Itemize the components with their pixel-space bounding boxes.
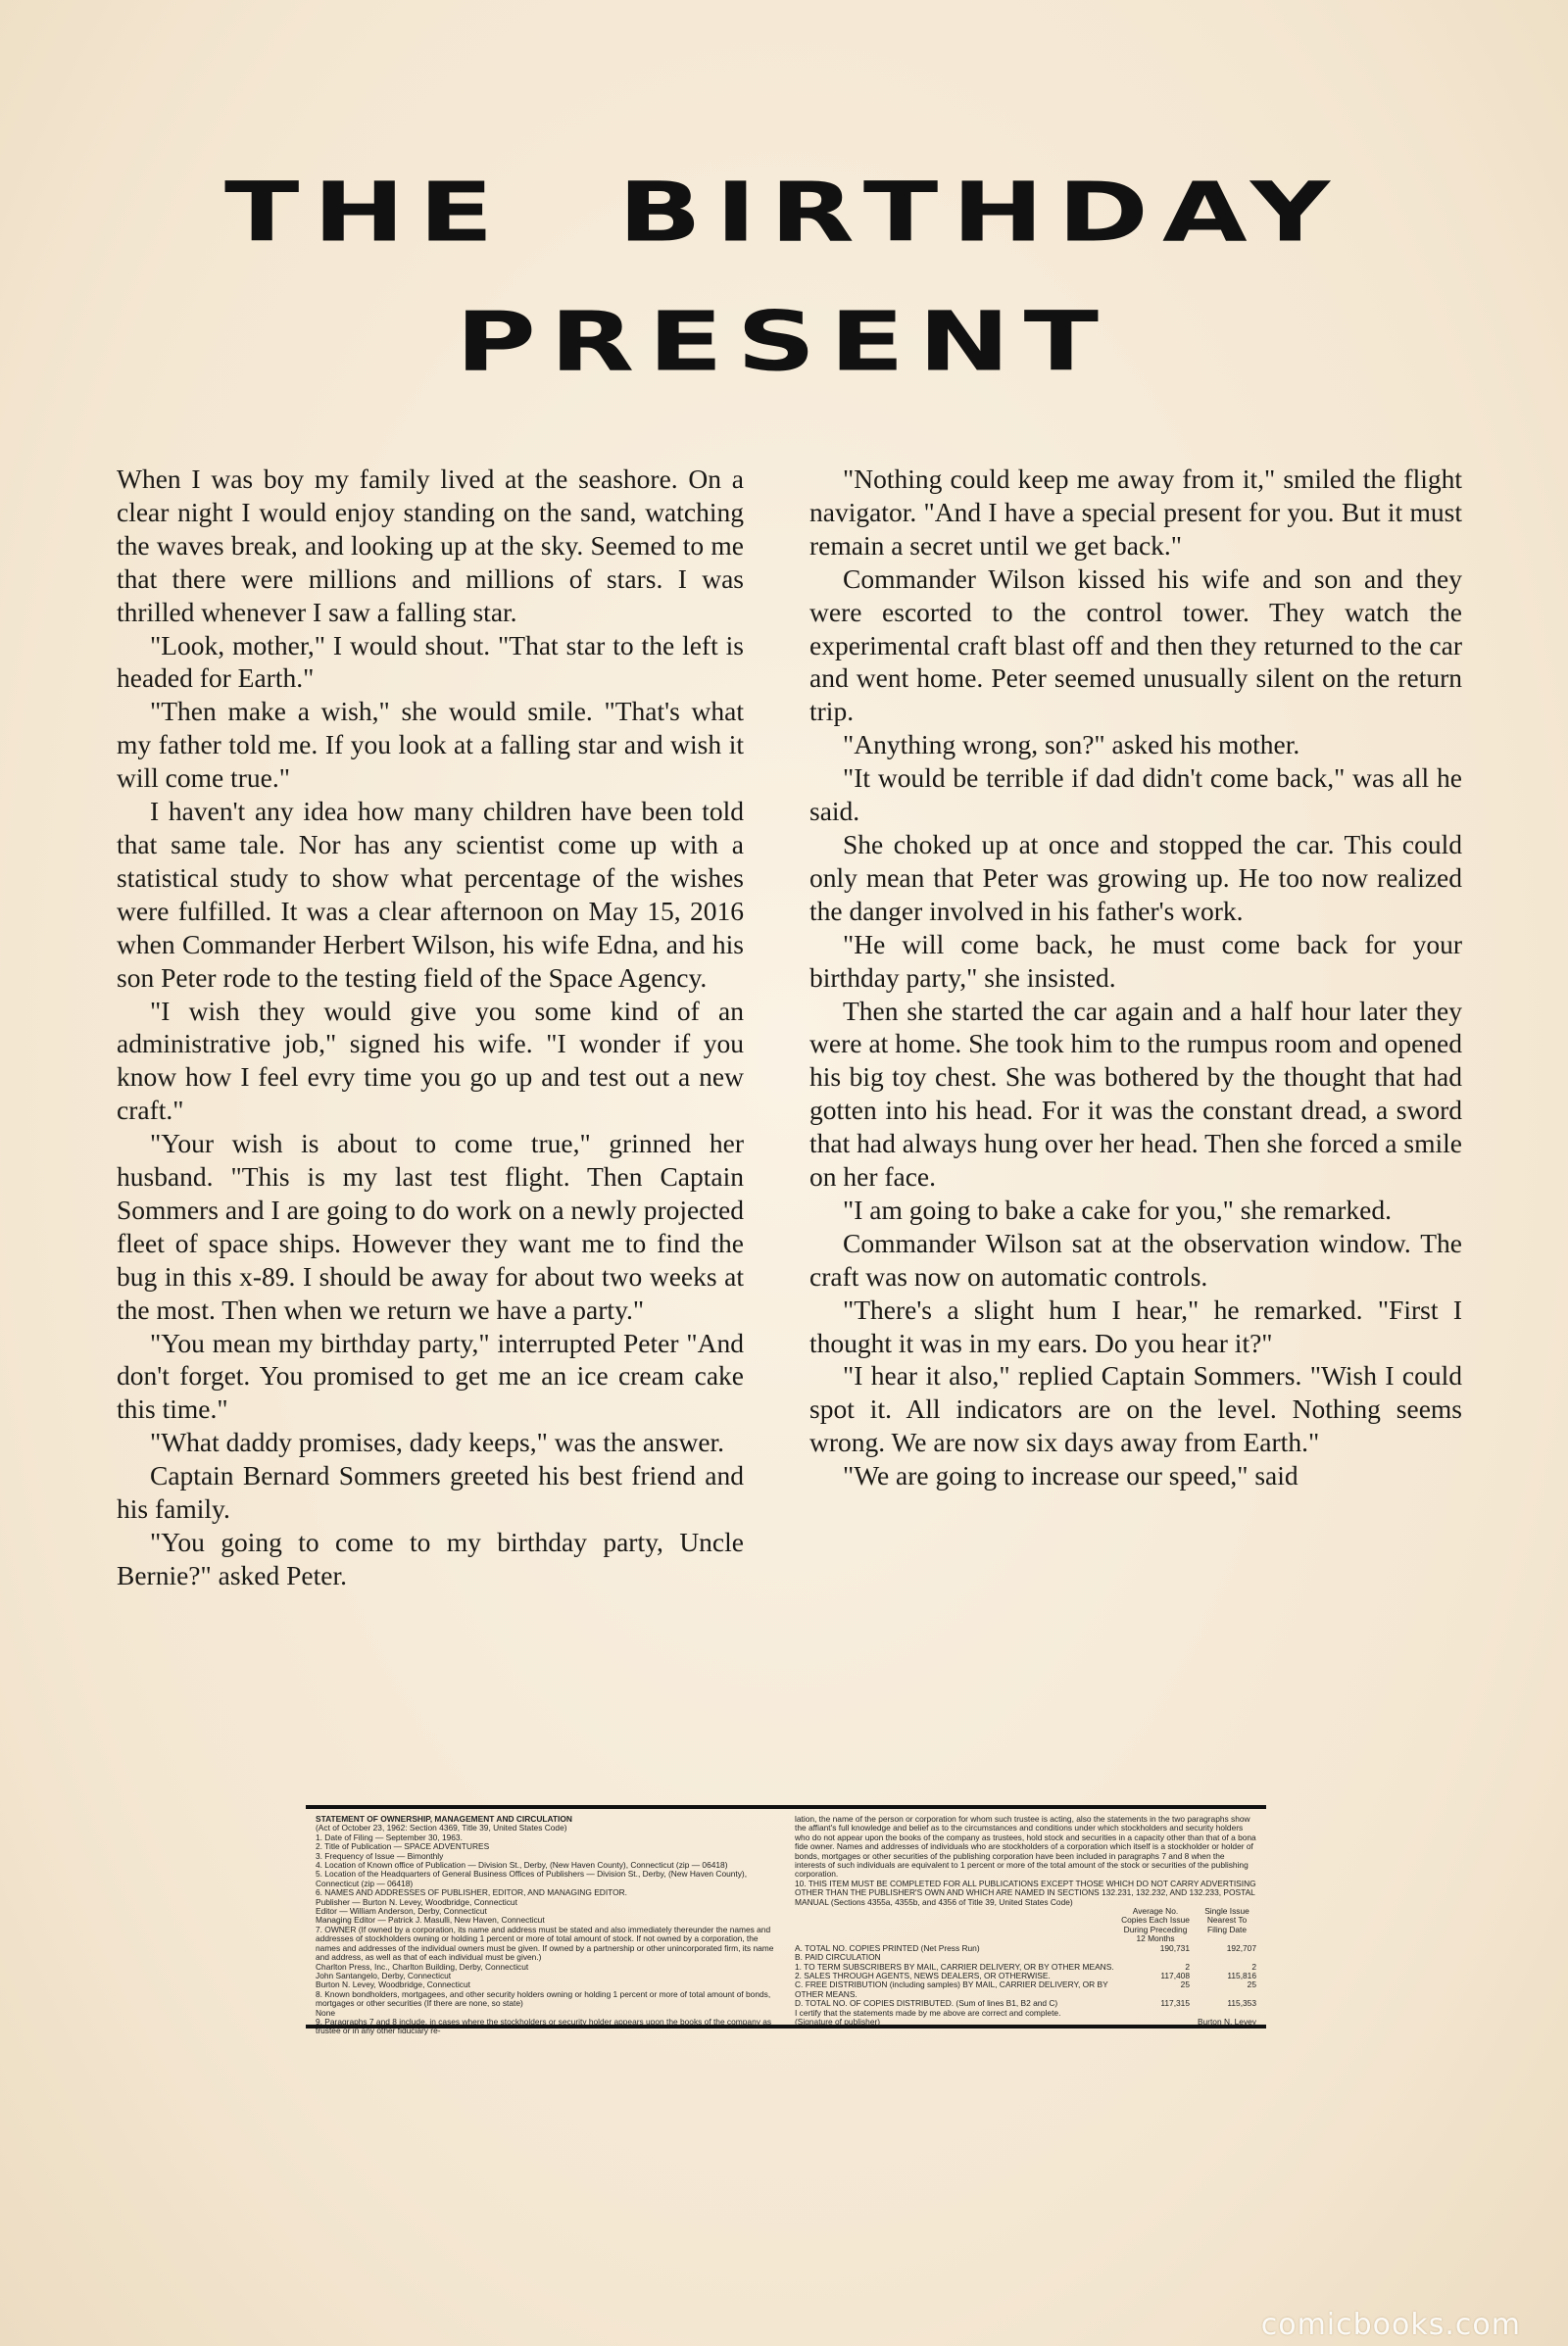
statement-item: 5. Location of the Headquarters of General Business Offices of Publishers — Division St., Derby, (New Haven County), Connecticut (zip — 06418) [316,1869,748,1888]
statement-item: 1. Date of Filing — September 30, 1963. [316,1832,463,1842]
paragraph: I haven't any idea how many children have been told that same tale. Nor has any scientist come up with a statistical study to show what percentage of the wishes were fulfilled. It was a clear afternoon on May 15, 2016 when Commander Herbert Wilson, his wife Edna, and his son Peter rode to the testing field of the Space Agency. [117,796,744,993]
story-column-left [117,463,744,1592]
paragraph: "I am going to bake a cake for you," she remarked. [843,1194,1393,1225]
statement-item: None [316,2007,336,2018]
statement-heading: STATEMENT OF OWNERSHIP, MANAGEMENT AND CIRCULATION [316,1814,572,1824]
paragraph: "We are going to increase our speed," said [843,1460,1298,1491]
paragraph: When I was boy my family lived at the seashore. On a clear night I would enjoy standing on the sand, watching the waves break, and looking up at the sky. Seemed to me that there were millions and millions of stars. I was thrilled whenever I saw a falling star. [117,464,744,627]
statement-certify: I certify that the statements made by me above are correct and complete. [795,2007,1061,2018]
paragraph: "Nothing could keep me away from it," smiled the flight navigator. "And I have a special present for you. But it must remain a secret until we get back." [809,464,1462,561]
statement-table [795,1944,1256,2009]
statement-row-single: 25 [1247,1979,1256,1990]
statement-item: 4. Location of Known office of Publication — Division St., Derby, (New Haven County), Connecticut (zip — 06418) [316,1860,728,1871]
statement-row-average: 190,731 [1159,1942,1190,1953]
statement-column-left [316,1814,777,2036]
statement-row-average [1121,1953,1190,1962]
statement-signature-label: (Signature of publisher) [795,2016,881,2027]
paragraph: She choked up at once and stopped the car. This could only mean that Peter was growing up. He too now realized the danger involved in his father's work. [809,828,1462,926]
statement-item: Publisher — Burton N. Levey, Woodbridge, Connecticut [316,1896,517,1907]
statement-row-single: 192,707 [1226,1942,1256,1953]
col-head-single: Single Issue Nearest To Filing Date [1204,1906,1250,1934]
statement-item: Managing Editor — Patrick J. Masulli, New Haven, Connecticut [316,1915,545,1926]
statement-row-average: 25 [1180,1979,1190,1990]
paragraph: "Your wish is about to come true," grinned her husband. "This is my last test flight. Then Captain Sommers and I are going to do work on a newly projected fleet of space ships. However they want me to find the bug in this x-89. I should be away for about two weeks at the most. Then when we return we have a party." [117,1128,744,1325]
statement-row-average: 2 [1185,1961,1190,1972]
paragraph: "Then make a wish," she would smile. "That's what my father told me. If you look at a falling star and wish it will come true." [117,696,744,794]
story-title-line-2: PRESENT [455,294,1113,390]
statement-row-label: 2. SALES THROUGH AGENTS, NEWS DEALERS, OR OTHERWISE. [795,1970,1051,1980]
statement-row-label: B. PAID CIRCULATION [795,1952,881,1963]
story-column-right [809,463,1462,1492]
statement-item: Charlton Press, Inc., Charlton Building, Derby, Connecticut [316,1961,529,1972]
paragraph: "He will come back, he must come back for your birthday party," she insisted. [809,928,1462,993]
statement-item: 6. NAMES AND ADDRESSES OF PUBLISHER, EDITOR, AND MANAGING EDITOR. [316,1887,628,1898]
paragraph: Commander Wilson sat at the observation window. The craft was now on automatic controls. [809,1227,1462,1292]
statement-row-label: D. TOTAL NO. OF COPIES DISTRIBUTED. (Sum of lines B1, B2 and C) [795,1998,1058,2009]
watermark: comicbooks.com [1260,2308,1521,2342]
statement-row [795,1980,1256,1999]
story-title-line-1: THE BIRTHDAY [223,165,1345,261]
statement-item-10: 10. THIS ITEM MUST BE COMPLETED FOR ALL PUBLICATIONS EXCEPT THOSE WHICH DO NOT CARRY ADVERTISING OTHER THAN THE PUBLISHER'S OWN AND WHICH ARE NAMED IN SECTIONS 132.231, 132.232, AND 132.233, POSTAL MANUAL (Sections 4355a, 4355b, and 4356 of Title 39, United States Code) [795,1878,1256,1907]
statement-signer: Burton N. Levey [1197,2016,1256,2027]
statement-row-single: 115,353 [1227,1998,1256,2009]
paragraph: Then she started the car again and a half hour later they were at home. She took him to the rumpus room and opened his big toy chest. She was bothered by the thought that had gotten into his head. For it was the constant dread, a sword that had always hung over her head. Then she forced a smile on her face. [809,995,1462,1193]
statement-subheading: (Act of October 23, 1962: Section 4369, Title 39, United States Code) [316,1823,567,1833]
statement-row-label: A. TOTAL NO. COPIES PRINTED (Net Press Run) [795,1942,980,1953]
statement-row-single [1198,1953,1256,1962]
paragraph: "I hear it also," replied Captain Sommers. "Wish I could spot it. All indicators are on the level. Nothing seems wrong. We are now six days away from Earth." [809,1360,1462,1458]
statement-item: 9. Paragraphs 7 and 8 include, in cases where the stockholders or security holder appears upon the books of the company as trustee or in any other fiduciary re- [316,2016,772,2036]
paragraph: "What daddy promises, dady keeps," was the answer. [150,1427,725,1458]
statement-item: 2. Title of Publication — SPACE ADVENTURES [316,1841,490,1852]
paragraph: Captain Bernard Sommers greeted his best friend and his family. [117,1460,744,1525]
ownership-statement [306,1805,1266,2036]
statement-item: 7. OWNER (If owned by a corporation, its name and address must be stated and also immediately thereunder the names and addresses of stockholders owning or holding 1 percent or more of total amount of stock. If not owned by a corporation, the names and addresses of the individual owners must be given. If owned by a partnership or other unincorporated firm, its name and address, as well as that of each individual must be given.) [316,1924,774,1963]
statement-column-right [795,1814,1256,2027]
paragraph: "Anything wrong, son?" asked his mother. [843,729,1300,760]
paragraph: Commander Wilson kissed his wife and son and they were escorted to the control tower. They watch the experimental craft blast off and then they returned to the car and went home. Peter seemed unusually silent on the return trip. [809,562,1462,727]
paragraph: "There's a slight hum I hear," he remarked. "First I thought it was in my ears. Do you hear it?" [809,1294,1462,1358]
statement-row-average: 117,315 [1160,1998,1190,2009]
statement-item: 3. Frequency of Issue — Bimonthly [316,1850,444,1861]
statement-signature-row [795,2018,1256,2027]
paragraph: "It would be terrible if dad didn't come back," was all he said. [809,762,1462,827]
statement-row-average: 117,408 [1160,1970,1190,1980]
statement-item: Burton N. Levey, Woodbridge, Connecticut [316,1979,470,1990]
paragraph: "You going to come to my birthday party, Uncle Bernie?" asked Peter. [117,1527,744,1590]
statement-item: John Santangelo, Derby, Connecticut [316,1970,452,1980]
statement-row-single: 2 [1251,1961,1256,1972]
statement-item: Editor — William Anderson, Derby, Connecticut [316,1906,487,1917]
statement-row-label: C. FREE DISTRIBUTION (including samples) BY MAIL, CARRIER DELIVERY, OR BY OTHER MEANS. [795,1979,1108,1999]
statement-column-headers [795,1907,1256,1944]
statement-intro: lation, the name of the person or corporation for whom such trustee is acting, also the statements in the two paragraphs show the affiant's full knowledge and belief as to the circumstances and conditions under which stockholders and security holders who do not appear upon the books of the company as trustees, hold stock and securities in a capacity other than that of a bona fide owner. Names and addresses of individuals who are stockholders of a corporation which itself is a stockholder or holder of bonds, mortgages or other securities of the publishing corporation have been included in paragraphs 7 and 8 when the interests of such individuals are equivalent to 1 percent or more of the total amount of the stock or securities of the publishing corporation. [795,1814,1256,1880]
paragraph: "You mean my birthday party," interrupted Peter "And don't forget. You promised to get me an ice cream cake this time." [117,1327,744,1425]
statement-row-label: 1. TO TERM SUBSCRIBERS BY MAIL, CARRIER DELIVERY, OR BY OTHER MEANS. [795,1961,1114,1972]
statement-row-single: 115,816 [1227,1970,1256,1980]
statement-item: 8. Known bondholders, mortgagees, and other security holders owning or holding 1 percent or more of total amount of bonds, mortgages or other securities (If there are none, so state) [316,1988,771,2009]
paragraph: "I wish they would give you some kind of an administrative job," signed his wife. "I wonder if you know how I feel evry time you go up and test out a new craft." [117,995,744,1126]
paragraph: "Look, mother," I would shout. "That star to the left is headed for Earth." [117,629,744,694]
col-head-average: Average No. Copies Each Issue During Preceding 12 Months [1121,1906,1190,1944]
